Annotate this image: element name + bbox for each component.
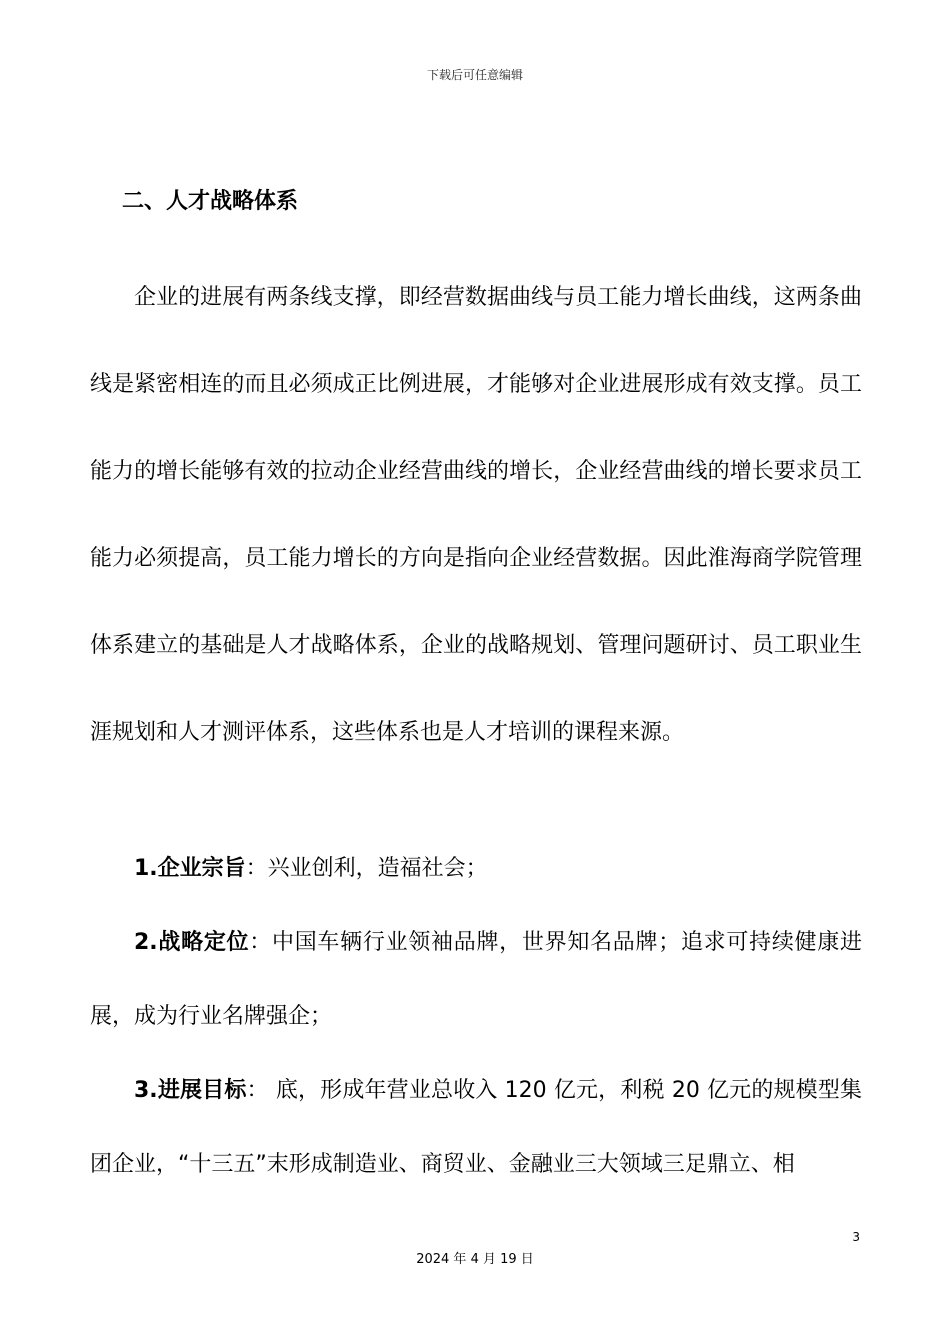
intro-paragraph: 企业的进展有两条线支撑，即经营数据曲线与员工能力增长曲线，这两条曲线是紧密相连的而且必须成正比例进展，才能够对企业进展形成有效支撑。员工能力的增长能够有效的拉动企业经营曲线的增长，企业经营曲线的增长要求员工能力必须提高，员工能力增长的方向是指向企业经营数据。因此淮海商学院管理体系建立的基础是人才战略体系，企业的战略规划、管理问题研讨、员工职业生涯规划和人才测评体系，这些体系也是人才培训的课程来源。 (90, 285, 862, 745)
item-label: 2.战略定位 (134, 930, 250, 955)
item-text: ： 底，形成年营业总收入 120 亿元，利税 20 亿元的规模型集团企业，“十三五”末形成制造业、商贸业、金融业三大领域三足鼎立、相 (90, 1078, 863, 1177)
page-number: 3 (852, 1230, 860, 1244)
item-label: 1.企业宗旨 (134, 856, 246, 881)
item-label: 3.进展目标 (134, 1078, 247, 1103)
section-title: 二、人才战略体系 (122, 189, 299, 214)
footer-date: 2024 年 4 月 19 日 (416, 1252, 534, 1267)
list-item-purpose (90, 832, 862, 906)
list-item-positioning (90, 906, 862, 1054)
list-item-goal (90, 1054, 862, 1202)
item-text: ：兴业创利，造福社会； (245, 856, 488, 881)
item-text: ：中国车辆行业领袖品牌，世界知名品牌；追求可持续健康进展，成为行业名牌强企； (90, 930, 862, 1029)
header-note: 下载后可任意编辑 (426, 68, 523, 82)
